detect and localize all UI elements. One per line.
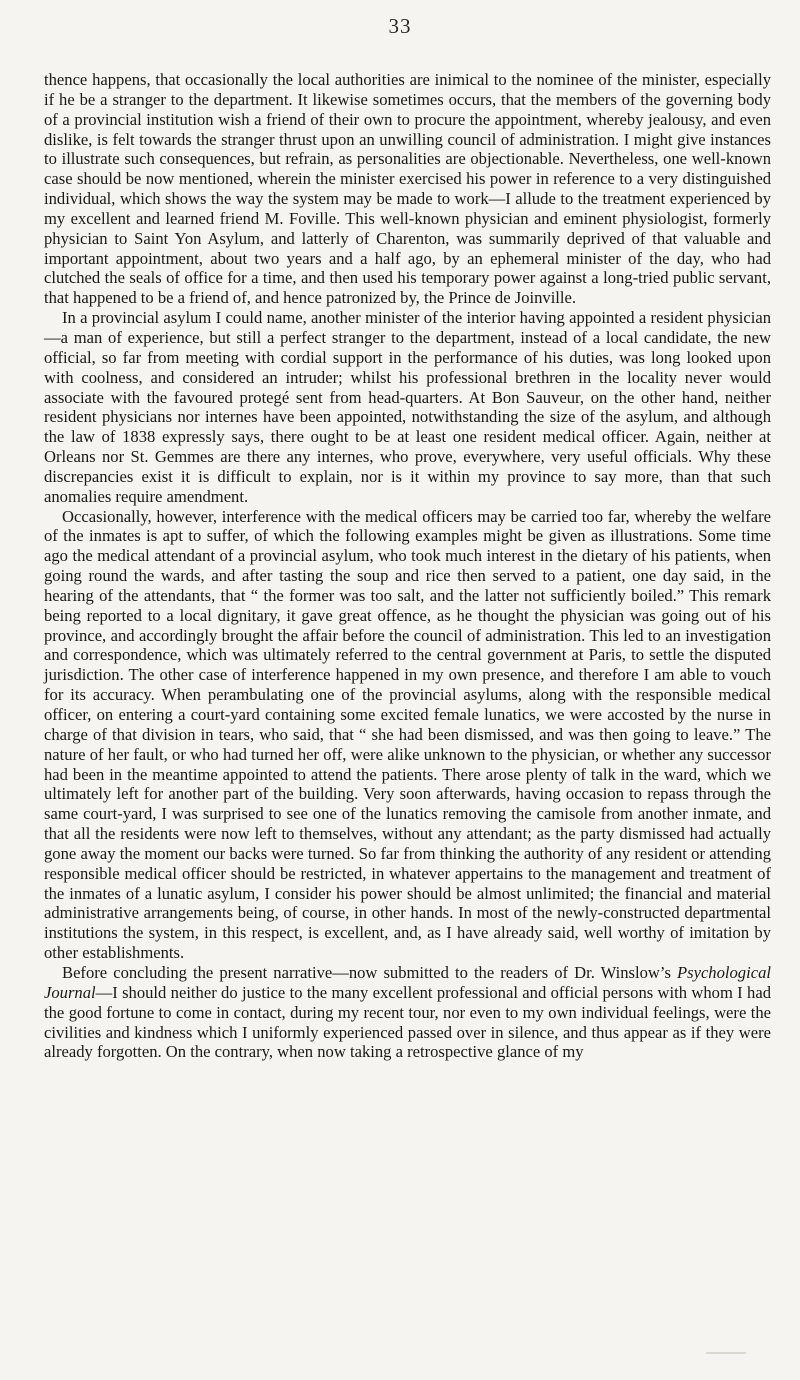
paragraph-2: In a provincial asylum I could name, another minister of the interior having appointed a resident physician—a man of experience, but still a perfect stranger to the department, instead of a local candidate, the new official, so far from meeting with cordial support in the performance of his duties, was long looked upon with coolness, and considered an intruder; whilst his professional brethren in the locality never would associate with the favoured protegé sent from head-quarters. At Bon Sauveur, on the other hand, neither resident physicians nor internes have been appointed, notwithstanding the size of the asylum, and although the law of 1838 expressly says, there ought to be at least one resident medical officer. Again, neither at Orleans nor St. Gemmes are there any internes, who prove, everywhere, very useful officials. Why these discrepancies exist it is difficult to explain, nor is it within my province to say more, than that such anomalies require amendment.: [44, 308, 771, 506]
page-number: 33: [388, 14, 412, 38]
print-smudge: [706, 1352, 746, 1354]
paragraph-4-rest: —I should neither do justice to the many excellent professional and official persons with whom I had the good fortune to come in contact, during my recent tour, nor even to my own individual feelings, were the civilities and kindness which I uniformly experienced passed over in silence, and thus appear as if they were already forgotten. On the contrary, when now taking a retrospective glance of my: [44, 982, 771, 1062]
paragraph-4-lead: Before concluding the present narrative—now submitted to the readers of Dr. Winslow’s: [62, 962, 677, 982]
paragraph-4: [44, 963, 771, 1062]
journal-title: Psychological Journal: [44, 962, 771, 1002]
paragraph-1: thence happens, that occasionally the local authorities are inimical to the nominee of the minister, especially if he be a stranger to the department. It likewise sometimes occurs, that the members of the governing body of a provincial institution wish a friend of their own to procure the appointment, whereby jealousy, and even dislike, is felt towards the stranger thrust upon an unwilling council of administration. I might give instances to illustrate such consequences, but refrain, as personalities are objectionable. Nevertheless, one well-known case should be now mentioned, wherein the minister exercised his power in reference to a very distinguished individual, which shows the way the system may be made to work—I allude to the treatment experienced by my excellent and learned friend M. Foville. This well-known physician and eminent physiologist, formerly physician to Saint Yon Asylum, and latterly of Charenton, was summarily deprived of that valuable and important appointment, about two years and a half ago, by an ephemeral minister of the day, who had clutched the seals of office for a time, and then used his temporary power against a long-tried public servant, that happened to be a friend of, and hence patronized by, the Prince de Joinville.: [44, 70, 771, 308]
body-text: [44, 70, 771, 1062]
paragraph-3: Occasionally, however, interference with the medical officers may be carried too far, whereby the welfare of the inmates is apt to suffer, of which the following examples might be given as illustrations. Some time ago the medical attendant of a provincial asylum, who took much interest in the dietary of his patients, when going round the wards, and after tasting the soup and rice then served to a patient, one day said, in the hearing of the attendants, that “ the former was too salt, and the latter not sufficiently boiled.” This remark being reported to a local dignitary, it gave great offence, as he thought the physician was going out of his province, and accordingly brought the affair before the council of administration. This led to an investigation and correspondence, which was ultimately referred to the central government at Paris, to settle the disputed jurisdiction. The other case of interference happened in my own presence, and therefore I am able to vouch for its accuracy. When perambulating one of the provincial asylums, along with the responsible medical officer, on entering a court-yard containing some excited female lunatics, we were accosted by the nurse in charge of that division in tears, who said, that “ she had been dismissed, and was then going to leave.” The nature of her fault, or who had turned her off, were alike unknown to the physician, or whether any successor had been in the meantime appointed to attend the patients. There arose plenty of talk in the ward, which we ultimately left for another part of the building. Very soon afterwards, having occasion to repass through the same court-yard, I was surprised to see one of the lunatics removing the camisole from another inmate, and that all the residents were now left to themselves, without any attendant; as the party dismissed had actually gone away the moment our backs were turned. So far from thinking the authority of any resident or attending responsible medical officer should be restricted, in whatever appertains to the management and treatment of the inmates of a lunatic asylum, I consider his power should be almost unlimited; the financial and material administrative arrangements being, of course, in other hands. In most of the newly-constructed departmental institutions the system, in this respect, is excellent, and, as I have already said, well worthy of imitation by other establishments.: [44, 506, 771, 963]
